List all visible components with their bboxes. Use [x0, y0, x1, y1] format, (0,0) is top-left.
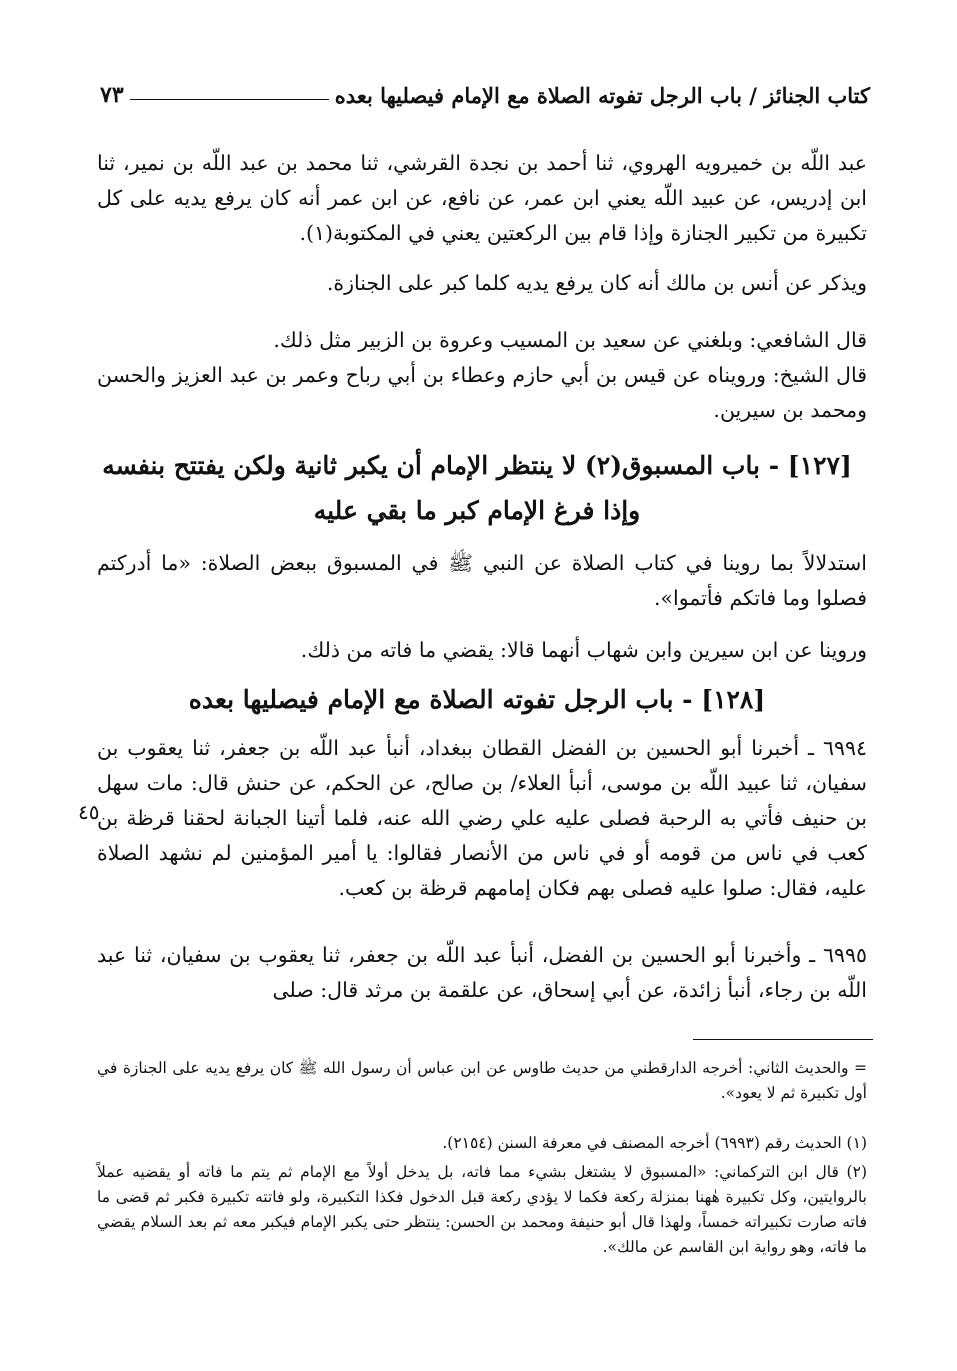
footnote-continuation: = والحديث الثاني: أخرجه الدارقطني من حديث طاوس عن ابن عباس أن رسول الله ﷺ كان يرفع يديه على الجنازة في أول تكبيرة ثم لا يعود».: [97, 1059, 867, 1102]
hadith-6994: ٦٩٩٤ ـ أخبرنا أبو الحسين بن الفضل القطان ببغداد، أنبأ عبد اللّه بن جعفر، ثنا يعقوب بن سفيان، ثنا عبيد اللّه بن موسى، أنبأ العلاء/ بن صالح، عن الحكم، عن حنش قال: مات سهل بن حنيف فأتي به الرحبة فصلى عليه علي رضي الله عنه، فلما أتينا الجبانة لحقنا قرظة بن كعب في ناس من قومه أو في ناس من الأنصار فقالوا: يا أمير المؤمنين لم نشهد الصلاة عليه، فقال: صلوا عليه فصلى بهم فكان إمامهم قرظة بن كعب.: [97, 736, 867, 900]
footnote-separator: [693, 1039, 873, 1040]
paragraph-6: وروينا عن ابن سيرين وابن شهاب أنهما قالا: يقضي ما فاته من ذلك.: [300, 638, 867, 662]
chapter-heading-128: [١٢٨] - باب الرجل تفوته الصلاة مع الإمام فيصليها بعده: [188, 685, 766, 714]
paragraph-2: ويذكر عن أنس بن مالك أنه كان يرفع يديه كلما كبر على الجنازة.: [326, 271, 867, 295]
chapter-heading-127: [١٢٧] - باب المسبوق(٢) لا ينتظر الإمام أن يكبر ثانية ولكن يفتتح بنفسه وإذا فرغ الإمام كبر ما بقي عليه: [102, 451, 852, 525]
paragraph-1: عبد اللّه بن خميرويه الهروي، ثنا أحمد بن نجدة القرشي، ثنا محمد بن عبد اللّه بن نمير، ثنا ابن إدريس، عن عبيد اللّه يعني ابن عمر، عن نافع، عن ابن عمر أنه كان يرفع يديه على كل تكبيرة من تكبير الجنازة وإذا قام بين الركعتين يعني في المكتوبة(١).: [97, 151, 867, 245]
paragraph-5: استدلالاً بما روينا في كتاب الصلاة عن النبي ﷺ في المسبوق ببعض الصلاة: «ما أدركتم فصلوا وما فاتكم فأتموا».: [97, 551, 867, 610]
paragraph-3: قال الشافعي: وبلغني عن سعيد بن المسيب وعروة بن الزبير مثل ذلك.: [273, 328, 867, 352]
footnote-1: (١) الحديث رقم (٦٩٩٣) أخرجه المصنف في معرفة السنن (٢١٥٤).: [442, 1134, 867, 1152]
running-header: [100, 68, 870, 108]
header-rule: [130, 99, 329, 100]
paragraph-4: قال الشيخ: ورويناه عن قيس بن أبي حازم وعطاء بن أبي رباح وعمر بن عبد العزيز والحسن ومحمد بن سيرين.: [97, 363, 867, 422]
page-number: ٧٣: [100, 82, 124, 108]
header-title: كتاب الجنائز / باب الرجل تفوته الصلاة مع الإمام فيصليها بعده: [334, 83, 870, 108]
footnote-2: (٢) قال ابن التركماني: «المسبوق لا يشتغل بشيء مما فاته، بل يدخل أولاً مع الإمام ثم يتم ما فاته أو يقضيه عملاً بالروايتين، وكل تكبيرة هٰهنا بمنزلة ركعة فكما لا يؤدي ركعة قبل الدخول فكذا التكبيرة، ولو فاتته تكبيرة فكبر ثم قضى ما فاته صارت تكبيراته خمساً، ولهذا قال أبو حنيفة ومحمد بن الحسن: ينتظر حتى يكبر الإمام فيكبر معه ثم بعد السلام يقضي ما فاته، وهو رواية ابن القاسم عن مالك».: [97, 1163, 867, 1256]
margin-volume-marker: ٤٥: [78, 800, 100, 824]
hadith-6995: ٦٩٩٥ ـ وأخبرنا أبو الحسين بن الفضل، أنبأ عبد اللّه بن جعفر، ثنا يعقوب بن سفيان، ثنا عبد اللّه بن رجاء، أنبأ زائدة، عن أبي إسحاق، عن علقمة بن مرثد قال: صلى: [97, 943, 867, 1002]
